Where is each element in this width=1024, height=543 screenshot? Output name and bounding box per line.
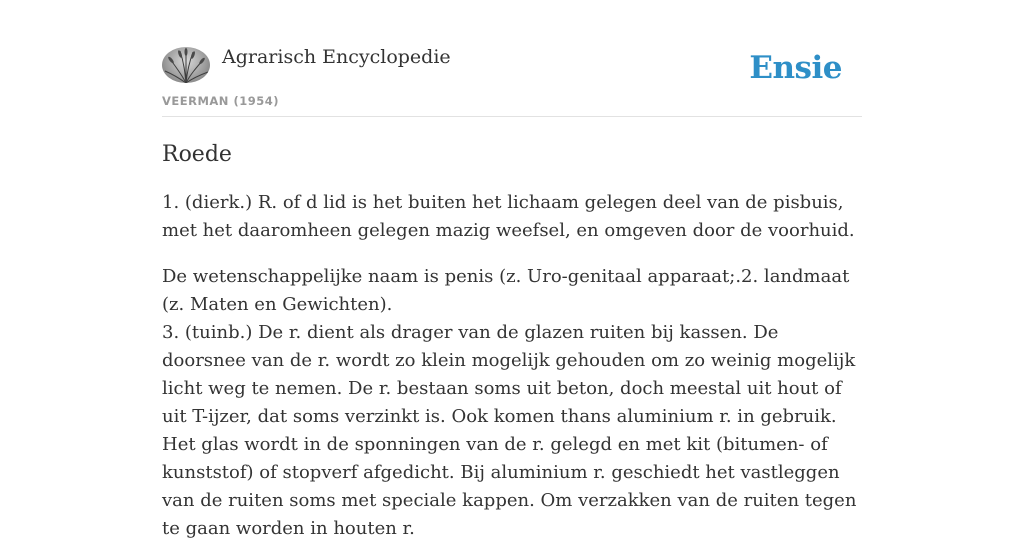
book-author: VEERMAN (1954): [162, 94, 279, 108]
book-title[interactable]: Agrarisch Encyclopedie: [222, 46, 451, 68]
entry-paragraph-line: De wetenschappelijke naam is penis (z. Uro-genitaal apparaat;.2. landmaat (z. Maten en Gewichten).: [162, 266, 850, 315]
article-page: [162, 0, 862, 543]
entry-body: [162, 189, 862, 543]
entry-paragraph: [162, 263, 862, 543]
entry-term: Roede: [162, 142, 232, 167]
page-header: [162, 0, 862, 117]
entry-paragraph-line: 3. (tuinb.) De r. dient als drager van de glazen ruiten bij kassen. De doorsnee van de r. wordt zo klein mogelijk gehouden om zo weinig mogelijk licht weg te nemen. De r. bestaan soms uit beton, doch meestal uit hout of uit T-ijzer, dat soms verzinkt is. Ook komen thans aluminium r. in gebruik. Het glas wordt in de sponningen van de r. gelegd en met kit (bitumen- of kunststof) of stopverf afgedicht. Bij aluminium r. geschiedt het vastleggen van de ruiten soms met speciale kappen. Om verzakken van de ruiten tegen te gaan worden in houten r.: [162, 322, 857, 539]
brand-logo[interactable]: Ensie: [749, 50, 842, 86]
wheat-icon[interactable]: [162, 47, 210, 83]
entry-paragraph: 1. (dierk.) R. of d lid is het buiten het lichaam gelegen deel van de pisbuis, met het daaromheen gelegen mazig weefsel, en omgeven door de voorhuid.: [162, 192, 855, 241]
